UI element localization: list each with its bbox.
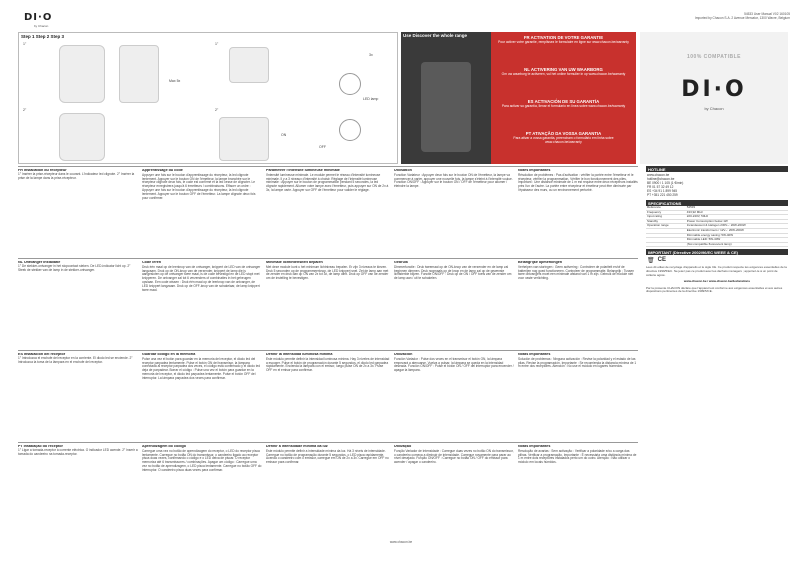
col-text: Druk één maal op de leerknop van de ontvanger, knippert de LED van de ontvanger langzaam. Druk op de ON-knop van de verzender, knippert de lamp die is aangesloten op de ontvanger twee maal, is de code bevestigd en de LED stopt met knipperen. De ontvanger zal tot 6 verzenders of combinaties in het geheugen opslaan. Een code wissen : Druk één maal op de leerknop van de ontvanger, de LED knippert langzaam. Druk op de OFF-knop van de schakelaar, de lamp knippert twee maal. — [142, 264, 261, 292]
imported-by: Imported by Chacon S.A. 2 Avenue Mercator, 1300 Wavre, Belgium — [694, 16, 790, 20]
col-heading: Notas importantes — [518, 445, 551, 448]
hotline-line: BE 0900 / 1 105 (1 €/min) — [647, 181, 684, 185]
col-text: Função Variador de Intensidade : Carregue duas vezes no botão ON do transmissor, o candeeiro começa a diminuir de intensidade. Carregue novamente para parar ao nível desejado. Função ON/OFF : Carregue no botão ON / OFF do emissor para acender / apagar o candeeiro. — [394, 448, 514, 465]
spec-key — [646, 242, 686, 247]
header-info — [695, 12, 790, 20]
section-col — [18, 169, 138, 257]
step-label-3b: 2" — [215, 108, 219, 112]
ce-mark-icon: CE — [657, 257, 666, 264]
col-text: Dimmerfunctie : Druk tweemaal op de ON-knop van de verzender en de lamp zal beginnen dimmen. Druk nogmaals op de knop en de lamp zal op de gewenste lichtsterkte blijven. Functie ON/OFF : Druk op de ON / OFF toets van de zender om de lamp aan / uit te schakelen. — [394, 264, 512, 281]
col-text: l'intensité lumineuse minimale. Le module permet le réseau d'intensité lumineuse minimale. Il y a 3 niveaux d'intensité à choisir. Réglage de l'intensité lumineuse minimale : Appuyer sur le bouton de programmation pendant 5 secondes, la led clignote rapidement. Allumer votre lampe avec l'émetteur, puis appuyer sur ON de 2x à 3x, la lampe varie. Appuyer sur OFF de l'émetteur pour valider le réglage. — [266, 172, 389, 192]
col-heading: Utilización — [394, 353, 413, 356]
col-heading: Belangrijke opmerkingen — [518, 261, 563, 264]
led-lamp-label: LED lamp — [363, 97, 379, 101]
product-range-illustration — [421, 62, 471, 152]
warranty-text[interactable]: Para ativar a vossa garantia, preencham o formulário em linha sobre www.chacon.be/warranty — [513, 136, 614, 144]
section-es — [18, 350, 638, 442]
section-col — [518, 261, 638, 349]
spec-val: (Not compatible fluorescent lamp) — [686, 241, 732, 246]
col-text: Résolution de problèmes : Pas d'activation : vérifier la portée entre l'émetteur et le récepteur, vérifier la programmation. Vérifier le bon fonctionnement des piles. Important : Une distance minimale de 1 m est requise entre deux récepteurs installés près l'un de l'autre. La portée entre récepteur et émetteur peut être diminuée par l'épaisseur des murs, ou un environnement perturbé. — [518, 172, 638, 192]
col-heading: Code leren — [142, 261, 162, 264]
col-heading: Apprentissage du code — [142, 169, 183, 172]
spec-val: 433,92 MHz — [686, 209, 703, 214]
spec-key: Reference — [647, 205, 661, 209]
col-text: 1° Ligar a tomada-receptor à corrente eléctrica. O indicador LED acende. 2° Inserir a tomada do candeeiro na tomada-receptor. — [18, 447, 138, 456]
lang-code: FR — [18, 169, 23, 172]
warranty-text[interactable]: Pour activer votre garantie, remplissez le formulaire en ligne sur www.chacon.be/warranty — [498, 40, 629, 44]
section-col — [266, 353, 390, 441]
on-label: ON — [281, 133, 287, 137]
col-heading: Minimale lichtintensiteit bepalen — [266, 261, 323, 264]
spec-val: Dimmable LED: 5W-40W — [686, 237, 721, 242]
lang-code: NL — [18, 261, 23, 264]
sidebar — [646, 166, 788, 536]
step-label-3a: 1" — [215, 42, 219, 46]
step-label-1: 1" — [23, 42, 27, 46]
col-heading: Installation du récepteur — [23, 169, 67, 172]
off-label: OFF — [319, 145, 326, 149]
col-heading: Definir a intensidade mínima da luz — [266, 445, 328, 448]
section-col — [518, 169, 638, 257]
compatible-badge: 100% COMPATIBLE — [687, 54, 741, 60]
spec-val: Dimmable energy saving: 5W-40W — [686, 232, 734, 237]
spec-val: 54533 — [686, 205, 696, 209]
steps-panel — [18, 32, 398, 164]
section-col — [18, 445, 138, 533]
col-heading: Ontvanger installatie — [23, 261, 61, 264]
col-heading: Utilisation — [394, 169, 412, 172]
warranty-title: ES ACTIVACIÓN DE SU GARANTÍA — [527, 99, 600, 104]
section-nl — [18, 258, 638, 350]
important-title: IMPORTANT (Directive 2002/96/EC WEEE & CE) — [646, 249, 788, 255]
hotline-title: HOTLINE — [646, 166, 788, 172]
spec-key: Input rating — [647, 214, 663, 219]
section-col — [394, 169, 514, 257]
brand-logo: DI·O — [24, 12, 53, 23]
spec-val: Electronic transformers / 12V~: 20W-200W — [686, 227, 744, 232]
bulb-icon — [339, 73, 361, 95]
hotline-list — [646, 172, 788, 198]
warranty-nl — [495, 67, 632, 76]
spec-row — [646, 242, 788, 247]
important-text: Lees dit etiket de recyclage d'appareils et le sigle CE. Ce produit respecte les exigences essentielles de la directive 1999/5/EC. Ne jetez pas ce produit avec les déchets ménagers ; apportez-le à un point de collecte agréé. — [646, 265, 787, 277]
warranty-text[interactable]: Om uw waarborg te activeren, vul het online formulier in op www.chacon.be/warranty — [501, 72, 626, 76]
section-pt — [18, 442, 638, 534]
col-text: Appuyer une fois sur le bouton d'apprentissage du récepteur, la led clignote lentement. Appuyer sur le bouton ON de l'émetteur, la lampe branchée sur le récepteur clignote deux fois, le code est confirmé et la led cesse de clignoter. Le récepteur enregistrera jusqu'à 6 émetteurs / combinaisons. Effacer un ordre : Appuyer une fois sur le bouton d'apprentissage du récepteur, la led clignote lentement. Appuyer sur le bouton OFF de l'émetteur. La lampe clignote deux fois pour confirmer. — [142, 172, 256, 200]
col-heading: Gebruik — [394, 261, 408, 264]
discover-panel — [401, 32, 491, 164]
compatible-panel — [640, 32, 788, 164]
section-col — [394, 445, 514, 533]
section-col — [394, 353, 514, 441]
col-heading: Notes importantes — [518, 169, 551, 172]
section-col — [142, 261, 262, 349]
col-heading: Instalación del receptor — [23, 353, 66, 356]
brand-sub: by Chacon — [34, 24, 49, 28]
spec-key: Standby — [647, 218, 659, 223]
compat-logo-sub: by Chacon — [704, 106, 724, 111]
col-text: 1° Introduzca el enchufe del receptor en la corriente. El diodo led se enciende. 2° Introduzca la toma de la lámpara en el enchufe del receptor. — [18, 355, 133, 364]
warranty-banner — [491, 32, 636, 164]
spec-title: SPECIFICATIONS — [646, 200, 788, 206]
section-col — [266, 261, 390, 349]
col-text: Este módulo permite definir a intensidade mínima da luz. Há 3 níveis de intensidade. Carregue no botão de programação durante 5 segundos, o LED pisca rapidamente. Acenda o candeeiro com o emissor, carregue em ON de 2x a 3x. Carregue em OFF no emissor para confirmar. — [266, 448, 389, 465]
section-col — [266, 169, 390, 257]
bulb-icon-2 — [339, 119, 361, 141]
step-label-2: 2" — [23, 108, 27, 112]
col-text: Este módulo permite definir la intensidad luminosa mínima. Hay 3 niveles de intensidad a escoger. Pulse el botón de programación durante 5 segundos, el diodo led parpadea rápidamente. Encienda la lámpara con el emisor, luego pulse ON de 2x a 3x. Pulse OFF en el emisor para confirmar. — [266, 356, 390, 373]
hotline-line: PT +351 221 450 259 — [647, 193, 678, 197]
section-col — [142, 445, 262, 533]
section-col — [18, 353, 138, 441]
section-col — [142, 353, 262, 441]
max-label: Max 5x — [169, 79, 181, 83]
lang-code: PT — [18, 445, 23, 448]
col-text: 1° De stekker-ontvanger in het stopcontact steken. De LED-indicator licht op. 2° Steek de stekker van de lamp in de stekker-ontvanger. — [18, 263, 131, 272]
receptor-plug-illustration — [59, 45, 105, 103]
spec-val: Power Consumption below 1W — [686, 218, 728, 223]
col-heading: Aprendizagem do código — [142, 445, 187, 448]
col-text: Solución de problemas : Ninguna activación : Revise la polaridad y el estado de las pilas. Revise la programación. Importante : Se recomienda la distancia mínima de 1 m entre dos receptores. Atención : No use el módulo en lugares húmedos. — [518, 356, 637, 369]
warranty-title: NL ACTIVERING VAN UW WAARBORG — [524, 67, 603, 72]
hotline-line: ES +34 91 1 899 945 — [647, 189, 678, 193]
col-text: Fonction Variateur : Appuyer deux fois sur le bouton ON de l'émetteur, la lampe va commencer à varier, appuyer une nouvelle fois, la lampe s'éteint à l'intensité voulue. Fonction ON/OFF : Appuyer sur le bouton ON / OFF de l'émetteur pour allumer / éteindre la lampe. — [394, 172, 513, 189]
remote-illustration — [119, 45, 159, 103]
section-col — [142, 169, 262, 257]
lang-code: ES — [18, 353, 23, 356]
col-heading: Definir la intensidad luminosa mínima — [266, 353, 333, 356]
col-text: Met deze module kunt u het minimum lichtniveau bepalen. Er zijn 3 niveaus te kiezen. Druk 5 seconden op de programmeerknop, de LED knippert snel. Zet de lamp aan met de zender en druk dan op ON van 2x tot 3x, de lamp dimt. Druk op OFF van de zender om de instelling te bevestigen. — [266, 264, 389, 281]
compat-logo: DI·O — [681, 77, 747, 102]
compliance-link[interactable]: www.chacon.be / www.chacon.be/declarations — [683, 279, 751, 284]
section-col — [394, 261, 514, 349]
col-text: Carregue uma vez no botão de aprendizagem do receptor, o LED do receptor pisca lentamente. Carregue no botão ON do transmissor, o candeeiro ligado ao receptor pisca duas vezes, confirmando o código e o LED deixa de piscar. O receptor memoriza até 6 transmissores / combinações. Apagar um código : Carregue uma vez no botão de aprendizagem, o LED pisca lentamente. Carregue no botão OFF do interruptor. O candeeiro pisca duas vezes para confirmar. — [142, 448, 262, 472]
spec-key: Operation range — [647, 223, 669, 228]
col-heading: Instalação do receptor — [23, 445, 63, 448]
weee-bin-icon: 🗑 — [647, 258, 655, 265]
col-text: Pulse una vez el botón para guardar en la memoria del receptor, el diodo led del receptor parpadea lentamente. Pulse el botón ON del transmisor, la lámpara conectada al receptor parpadea dos veces, el código está confirmado y el diodo led deja de parpadear. Borrar el código : Pulse una vez el botón para guardar en la memoria del receptor, el diodo led parpadea lentamente. Pulse el botón OFF del interruptor. La lámpara parpadea dos veces para confirmar. — [142, 356, 261, 380]
col-text: Verhelpen van storingen : Geen activering : Controleer de polariteit en/of de batterijen nog goed functioneren. Controleer de programmatie. Belangrijk : Tussen twee ontvangers moet een minimale afstand van 1 m zijn. Gebruik de module niet voor vaste verlichting. — [518, 264, 635, 281]
sections-area — [18, 166, 638, 536]
steps-title: Step 1 Step 2 Step 3 — [21, 34, 65, 39]
hotline-line: FR 01 57 32 49 12 — [647, 185, 674, 189]
col-text: 1° Insérer la prise-récepteur dans le courant. L'indicateur led clignote. 2° Insérer la prise de la lampe dans la prise-récepteur. — [18, 171, 135, 180]
times-label: 3x — [369, 53, 373, 57]
spec-val: 220-240V, 50Hz — [686, 214, 709, 219]
col-heading: Paramétrer l'intensité lumineuse minimale — [266, 169, 340, 172]
warranty-title: FR ACTIVATION DE VOTRE GARANTIE — [523, 35, 604, 40]
step3-remote — [219, 117, 269, 161]
section-col — [518, 445, 638, 533]
footer-url[interactable]: www.chacon.be — [389, 540, 413, 544]
col-heading: Notas importantes — [518, 353, 551, 356]
declaration-text: Par la présente CHACON déclare que l'appareil est conforme aux exigences essentielles et aux autres dispositions pertinentes de la directive 1999/5/CE. — [646, 285, 783, 294]
section-fr — [18, 166, 638, 258]
ref-line: 54533 User Manual V02 160105 — [744, 12, 790, 16]
section-col — [266, 445, 390, 533]
section-col — [518, 353, 638, 441]
hotline-line[interactable]: www.chacon.be — [647, 173, 670, 177]
lamp-plug-illustration — [59, 113, 105, 161]
warranty-es — [495, 99, 632, 108]
section-col — [18, 261, 138, 349]
col-heading: Utilização — [394, 445, 412, 448]
warranty-pt — [495, 131, 632, 144]
spec-val: Incandescent & Halogen 230V~: 20W-200W — [686, 223, 746, 228]
step2-receptor — [229, 47, 269, 83]
discover-title: Use Discover the whole range — [403, 33, 468, 38]
spec-table — [646, 206, 788, 247]
col-text: Función Variador : Pulse dos veces en el transmisor el botón ON, la lámpara empezará a atenuarse. Vuelva a pulsar, la lámpara se queda en la intensidad deseada. Función ON/OFF : Pulse el botón ON / OFF del interruptor para encender / apagar la lámpara. — [394, 356, 514, 373]
hotline-line[interactable]: hotline@chacon.be — [647, 177, 675, 181]
warranty-text[interactable]: Para activar su garantía, llenar el formulario en línea sobre www.chacon.be/warranty — [501, 104, 626, 108]
col-heading: Guardar código en la memoria — [142, 353, 196, 356]
warranty-fr — [495, 35, 632, 44]
warranty-title: PT ATIVAÇÃO DA VOSSA GARANTIA — [525, 131, 602, 136]
col-text: Resolução de avarias : Sem activação : Verificar a polaridade e/ou a carga das pilhas. Verificar a programação. Importante : É necessária uma distância mínima de 1 m entre dois receptores instalados perto um do outro. Atenção : Não utilizar o módulo em locais húmidos. — [518, 448, 637, 465]
spec-key: Frequency — [647, 209, 662, 214]
